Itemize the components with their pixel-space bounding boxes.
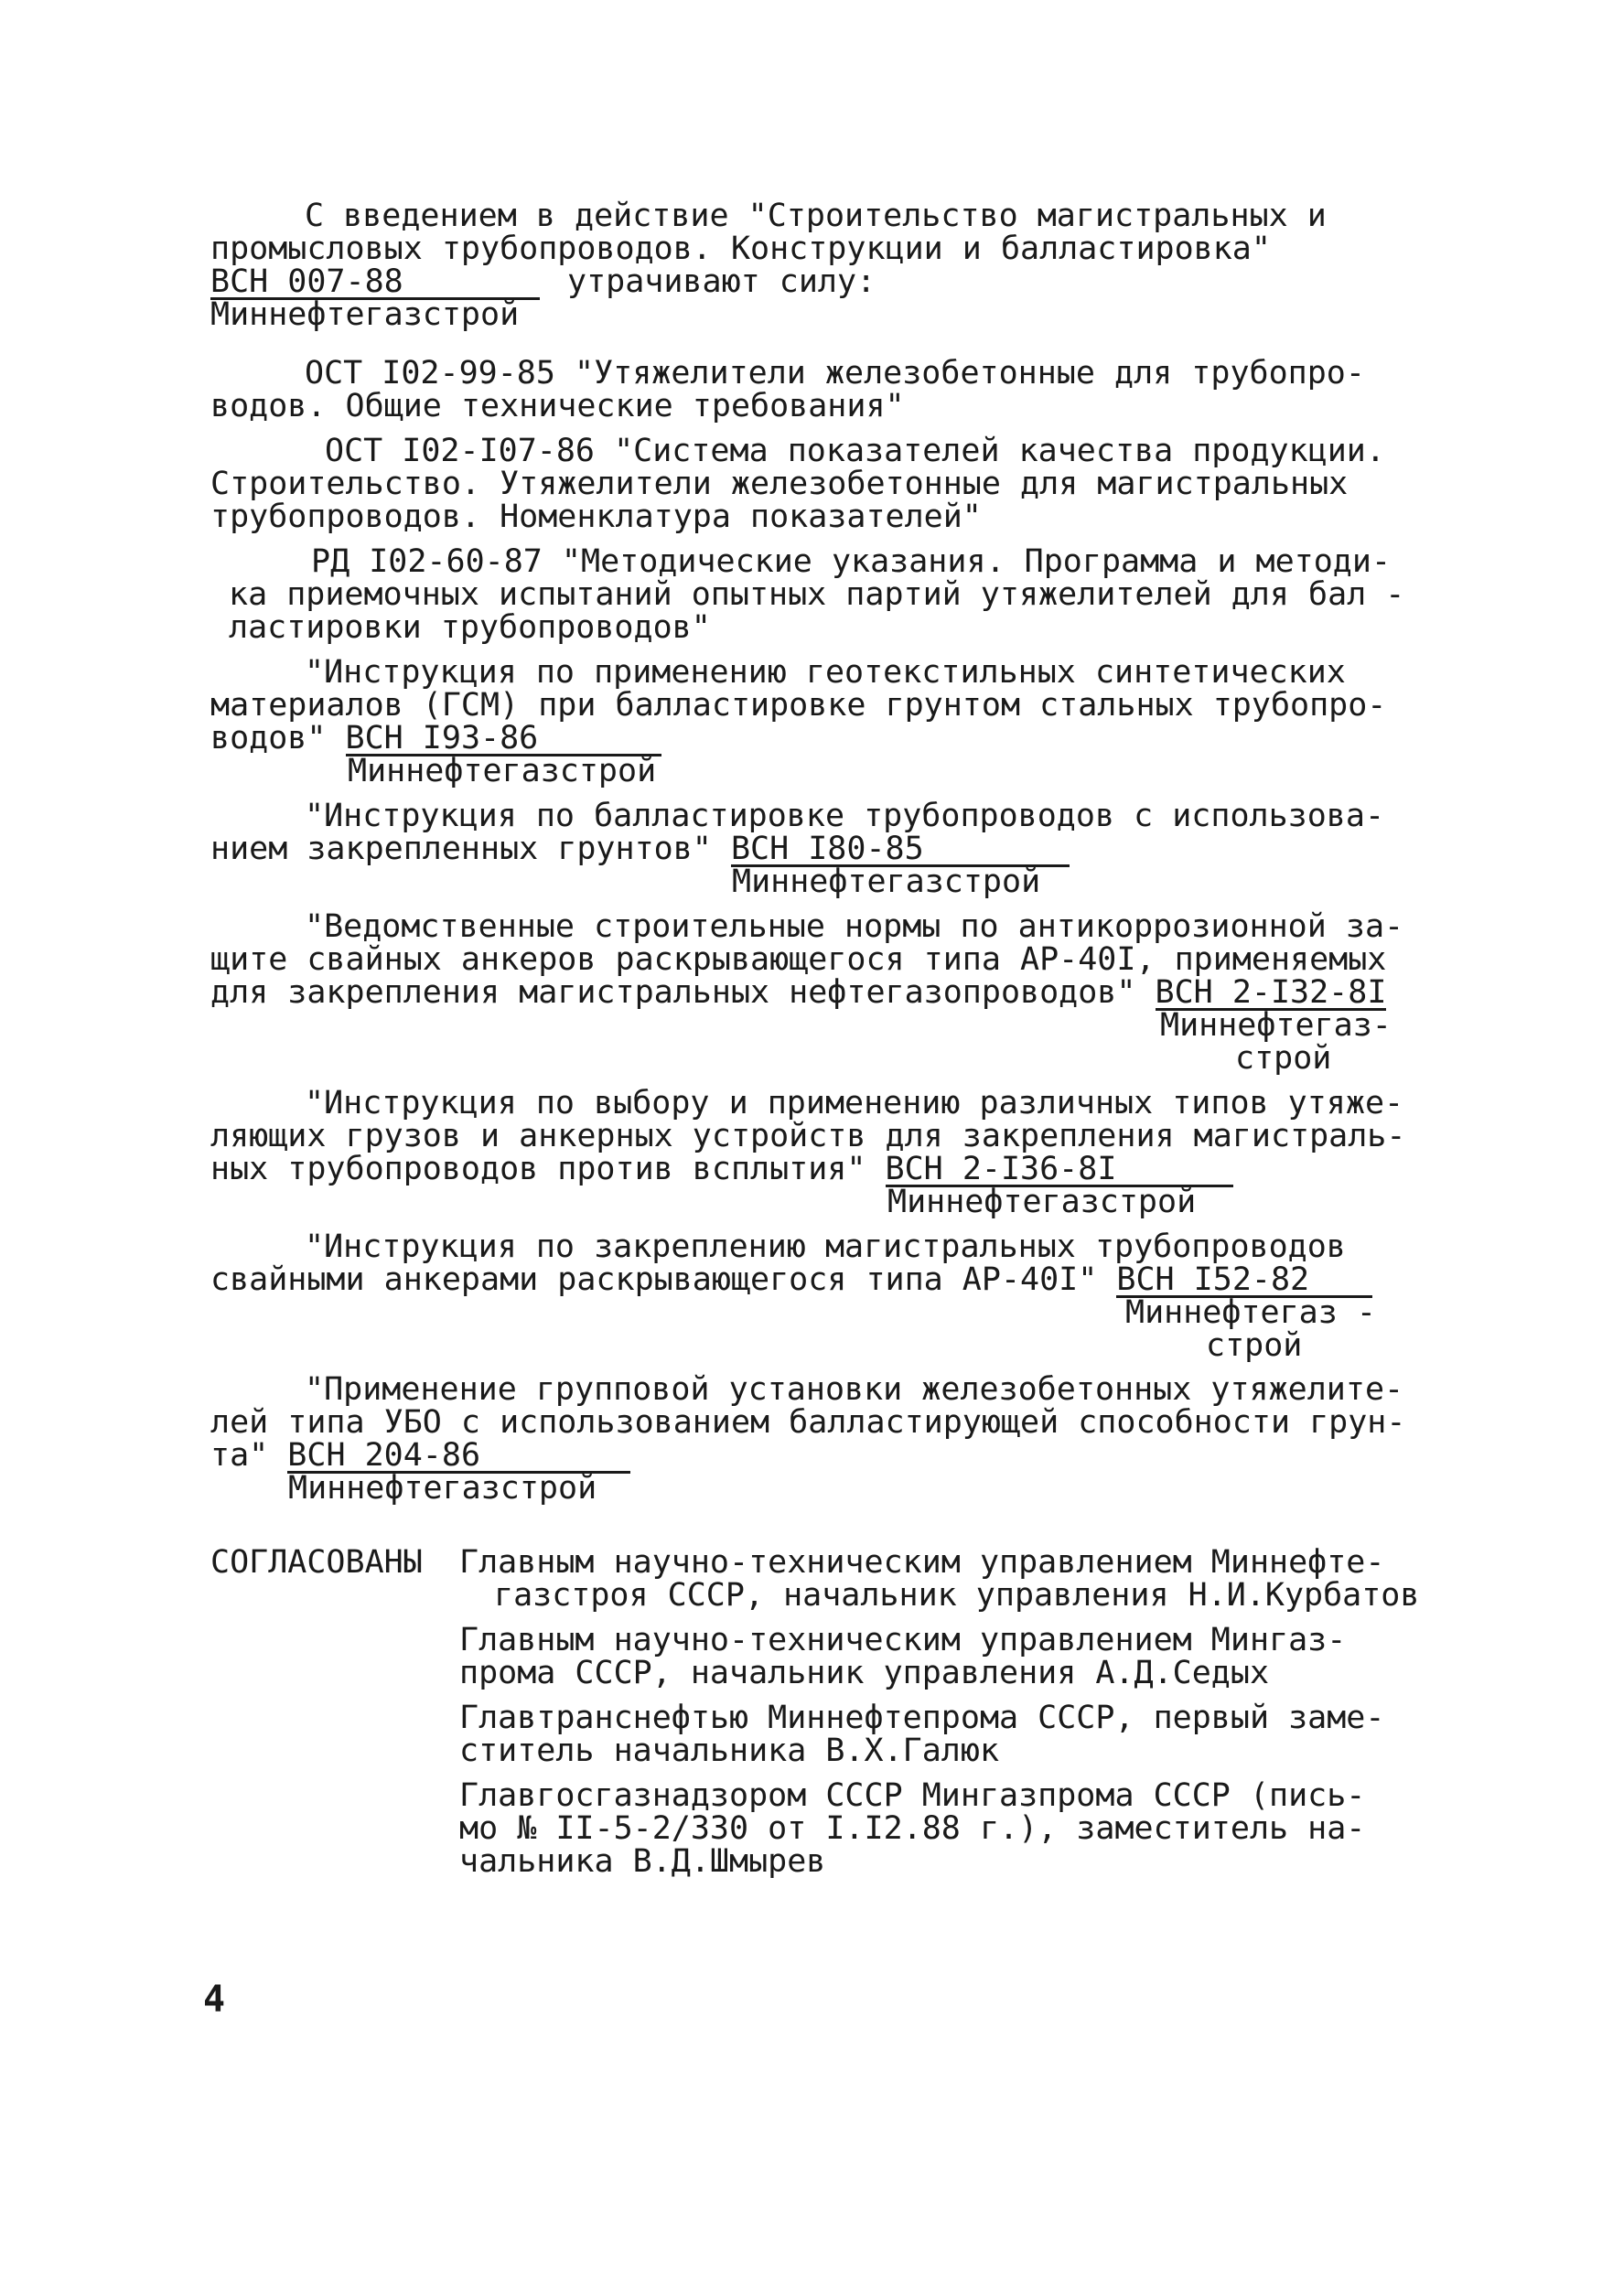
approval-line: Главтранснефтью Миннефтепрома СССР, первый заме- — [459, 1700, 1385, 1736]
intro-tail: утрачивают силу: — [567, 263, 876, 300]
intro-line-2: промысловых трубопроводов. Конструкции и балластировка" — [210, 231, 1271, 267]
approval-line: прома СССР, начальник управления А.Д.Седых — [459, 1655, 1270, 1691]
doc-line: РД I02-60-87 "Методические указания. Программа и методи- — [311, 543, 1392, 580]
doc-line: ка приемочных испытаний опытных партий утяжелителей для бал - — [229, 576, 1405, 613]
doc-org-part-1: Миннефтегаз - — [1125, 1294, 1376, 1331]
approval-line: газстроя СССР, начальник управления Н.И.Курбатов — [494, 1577, 1420, 1614]
approval-line: Главным научно-техническим управлением Мингаз- — [459, 1622, 1347, 1658]
intro-code: ВСН 007-88 — [210, 266, 540, 300]
doc-org: Миннефтегазстрой — [348, 753, 657, 789]
doc-line: трубопроводов. Номенклатура показателей" — [210, 499, 982, 535]
intro-org: Миннефтегазстрой — [210, 296, 520, 333]
doc-line: материалов (ГСМ) при балластировке грунтом стальных трубопро- — [210, 687, 1387, 724]
doc-line: ляющих грузов и анкерных устройств для закрепления магистраль- — [210, 1118, 1406, 1154]
doc-line-text: для закрепления магистральных нефтегазопроводов" — [210, 974, 1136, 1011]
doc-line-text: свайными анкерами раскрывающегося типа АР-40I" — [210, 1261, 1098, 1298]
doc-line-text: ных трубопроводов против всплытия" — [210, 1151, 866, 1187]
doc-line — [210, 832, 1070, 867]
doc-line — [210, 1263, 1372, 1298]
doc-line: Строительство. Утяжелители железобетонные для магистральных — [210, 466, 1349, 502]
doc-line — [210, 722, 661, 756]
doc-line: лей типа УБО с использованием балластирующей способности грун- — [210, 1404, 1406, 1441]
intro-line-3 — [210, 265, 876, 300]
doc-code: ВСН I93-86 — [346, 723, 661, 756]
intro-line-1: С введением в действие "Строительство магистральных и — [305, 198, 1327, 234]
doc-line: "Инструкция по выбору и применению различных типов утяже- — [305, 1085, 1404, 1121]
doc-line: "Инструкция по балластировке трубопроводов с использова- — [305, 798, 1385, 834]
doc-line — [210, 1439, 630, 1474]
doc-line: щите свайных анкеров раскрывающегося типа АР-40I, применяемых — [210, 941, 1387, 978]
doc-line: ОСТ I02-I07-86 "Система показателей качества продукции. — [325, 433, 1385, 469]
approval-line: Главгосгазнадзором СССР Мингазпрома СССР (пись- — [459, 1777, 1366, 1814]
doc-line — [210, 976, 1386, 1011]
doc-code: ВСН I80-85 — [731, 833, 1070, 867]
doc-code: ВСН 2-I36-8I — [886, 1153, 1233, 1187]
doc-org: Миннефтегазстрой — [288, 1470, 597, 1507]
doc-line: "Ведомственные строительные нормы по антикоррозионной за- — [305, 908, 1404, 945]
doc-org-part-1: Миннефтегаз- — [1160, 1007, 1392, 1044]
approval-line: Главным научно-техническим управлением Миннефте- — [459, 1544, 1385, 1581]
page-number: 4 — [203, 1979, 226, 2021]
doc-org-part-2: строй — [1235, 1040, 1332, 1077]
doc-code: ВСН 204-86 — [287, 1440, 630, 1474]
doc-line-text: та" — [210, 1437, 269, 1474]
doc-line: "Применение групповой установки железобетонных утяжелите- — [305, 1371, 1404, 1408]
doc-line: водов. Общие технические требования" — [210, 388, 905, 424]
doc-line-text: водов" — [210, 720, 327, 756]
approval-line: чальника В.Д.Шмырев — [459, 1843, 826, 1880]
doc-org-part-2: строй — [1206, 1327, 1303, 1364]
doc-line — [210, 1153, 1233, 1187]
doc-line: "Инструкция по закреплению магистральных трубопроводов — [305, 1228, 1346, 1265]
approvals-label: СОГЛАСОВАНЫ — [210, 1544, 423, 1581]
doc-line: ОСТ I02-99-85 "Утяжелители железобетонные для трубопро- — [305, 355, 1365, 392]
approval-line: ститель начальника В.Х.Галюк — [459, 1733, 1000, 1769]
doc-line: "Инструкция по применению геотекстильных синтетических — [305, 654, 1346, 691]
doc-code: ВСН 2-I32-8I — [1155, 974, 1387, 1011]
doc-line-text: нием закрепленных грунтов" — [210, 831, 712, 867]
doc-org: Миннефтегазстрой — [732, 864, 1041, 900]
approval-line: мо № II-5-2/330 от I.I2.88 г.), заместитель на- — [459, 1810, 1366, 1847]
doc-code: ВСН I52-82 — [1116, 1264, 1372, 1298]
doc-org: Миннефтегазстрой — [887, 1184, 1197, 1220]
doc-line: ластировки трубопроводов" — [229, 609, 711, 646]
